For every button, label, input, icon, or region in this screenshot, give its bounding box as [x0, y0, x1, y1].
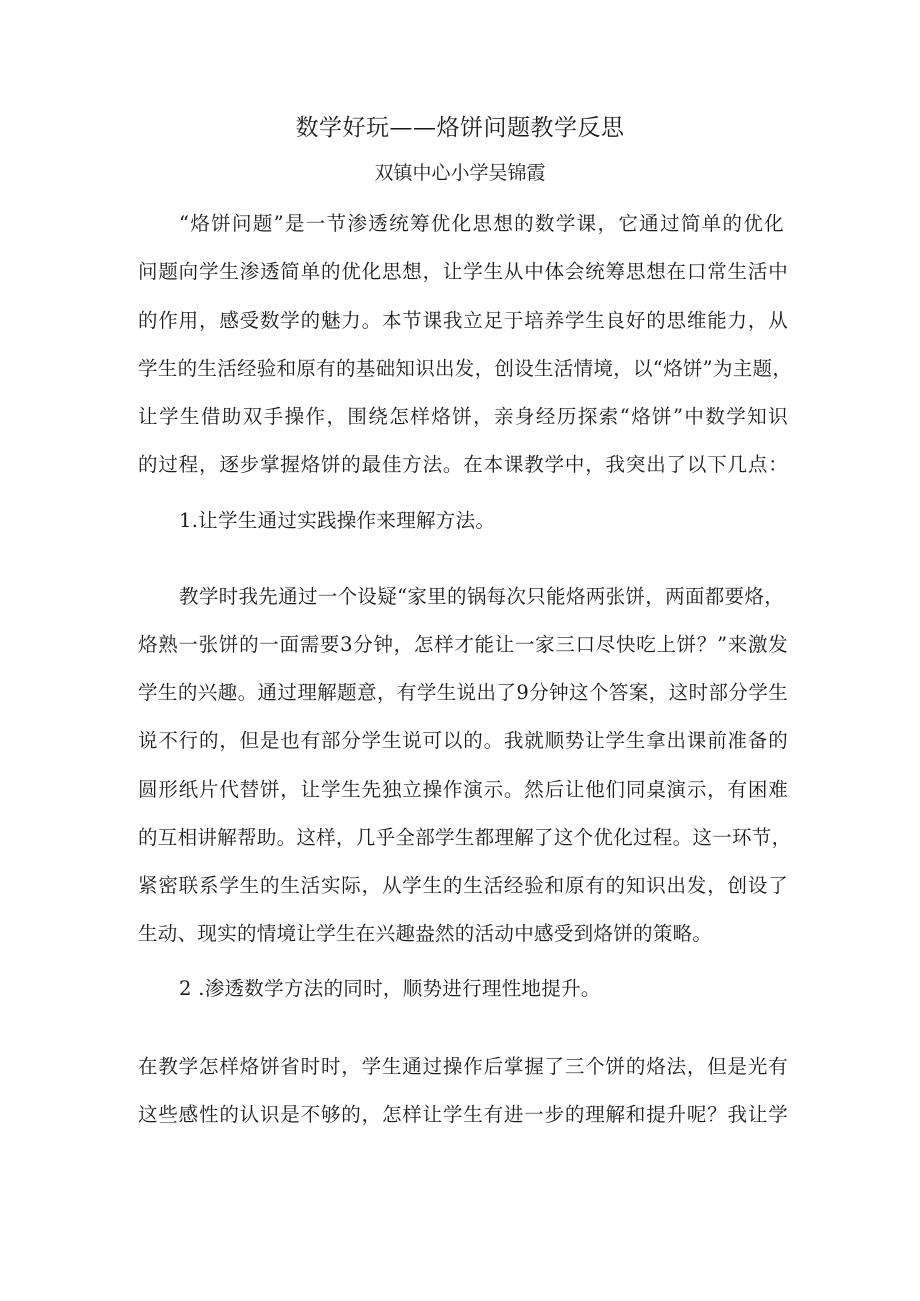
section-heading-2: 2 .渗透数学方法的同时，顺势进行理性地提升。: [179, 977, 601, 1000]
paragraph-2-line-2: 烙熟一张饼的一面需要3分钟，怎样才能让一家三口尽快吃上饼？”来激发: [138, 633, 788, 656]
paragraph-2-line-1: 教学时我先通过一个设疑“家里的锅每次只能烙两张饼，两面都要烙，: [179, 585, 784, 608]
paragraph-1-line-6: 的过程，逐步掌握烙饼的最佳方法。在本课教学中，我突出了以下几点：: [138, 453, 788, 476]
paragraph-2-line-5: 圆形纸片代替饼，让学生先独立操作演示。然后让他们同桌演示，有困难: [138, 778, 788, 801]
paragraph-1-line-1: “烙饼问题”是一节渗透统筹优化思想的数学课，它通过简单的优化: [179, 212, 784, 235]
paragraph-1-line-3: 的作用，感受数学的魅力。本节课我立足于培养学生良好的思维能力，从: [138, 309, 788, 332]
paragraph-1-line-5: 让学生借助双手操作，围绕怎样烙饼，亲身经历探索“烙饼”中数学知识: [138, 405, 788, 428]
paragraph-3-line-2: 这些感性的认识是不够的，怎样让学生有进一步的理解和提升呢？我让学: [138, 1103, 788, 1126]
paragraph-1-line-4: 学生的生活经验和原有的基础知识出发，创设生活情境，以“烙饼”为主题，: [138, 357, 793, 380]
paragraph-2-line-4: 说不行的，但是也有部分学生说可以的。我就顺势让学生拿出课前准备的: [138, 729, 788, 752]
paragraph-3-line-1: 在教学怎样烙饼省时时，学生通过操作后掌握了三个饼的烙法，但是光有: [138, 1055, 788, 1078]
section-heading-1: 1.让学生通过实践操作来理解方法。: [179, 509, 496, 532]
paragraph-1-line-2: 问题向学生渗透简单的优化思想，让学生从中体会统筹思想在口常生活中: [138, 260, 788, 283]
paragraph-2-line-8: 生动、现实的情境让学生在兴趣盎然的活动中感受到烙饼的策略。: [138, 922, 713, 945]
paragraph-2-line-3: 学生的兴趣。通过理解题意，有学生说出了9分钟这个答案，这时部分学生: [138, 681, 788, 704]
paragraph-2-line-6: 的互相讲解帮助。这样，几乎全部学生都理解了这个优化过程。这一环节，: [138, 826, 792, 849]
document-author: 双镇中心小学吴锦霞: [374, 162, 546, 184]
paragraph-2-line-7: 紧密联系学生的生活实际，从学生的生活经验和原有的知识出发，创设了: [138, 874, 788, 897]
document-title: 数学好玩——烙饼问题教学反思: [295, 115, 625, 141]
